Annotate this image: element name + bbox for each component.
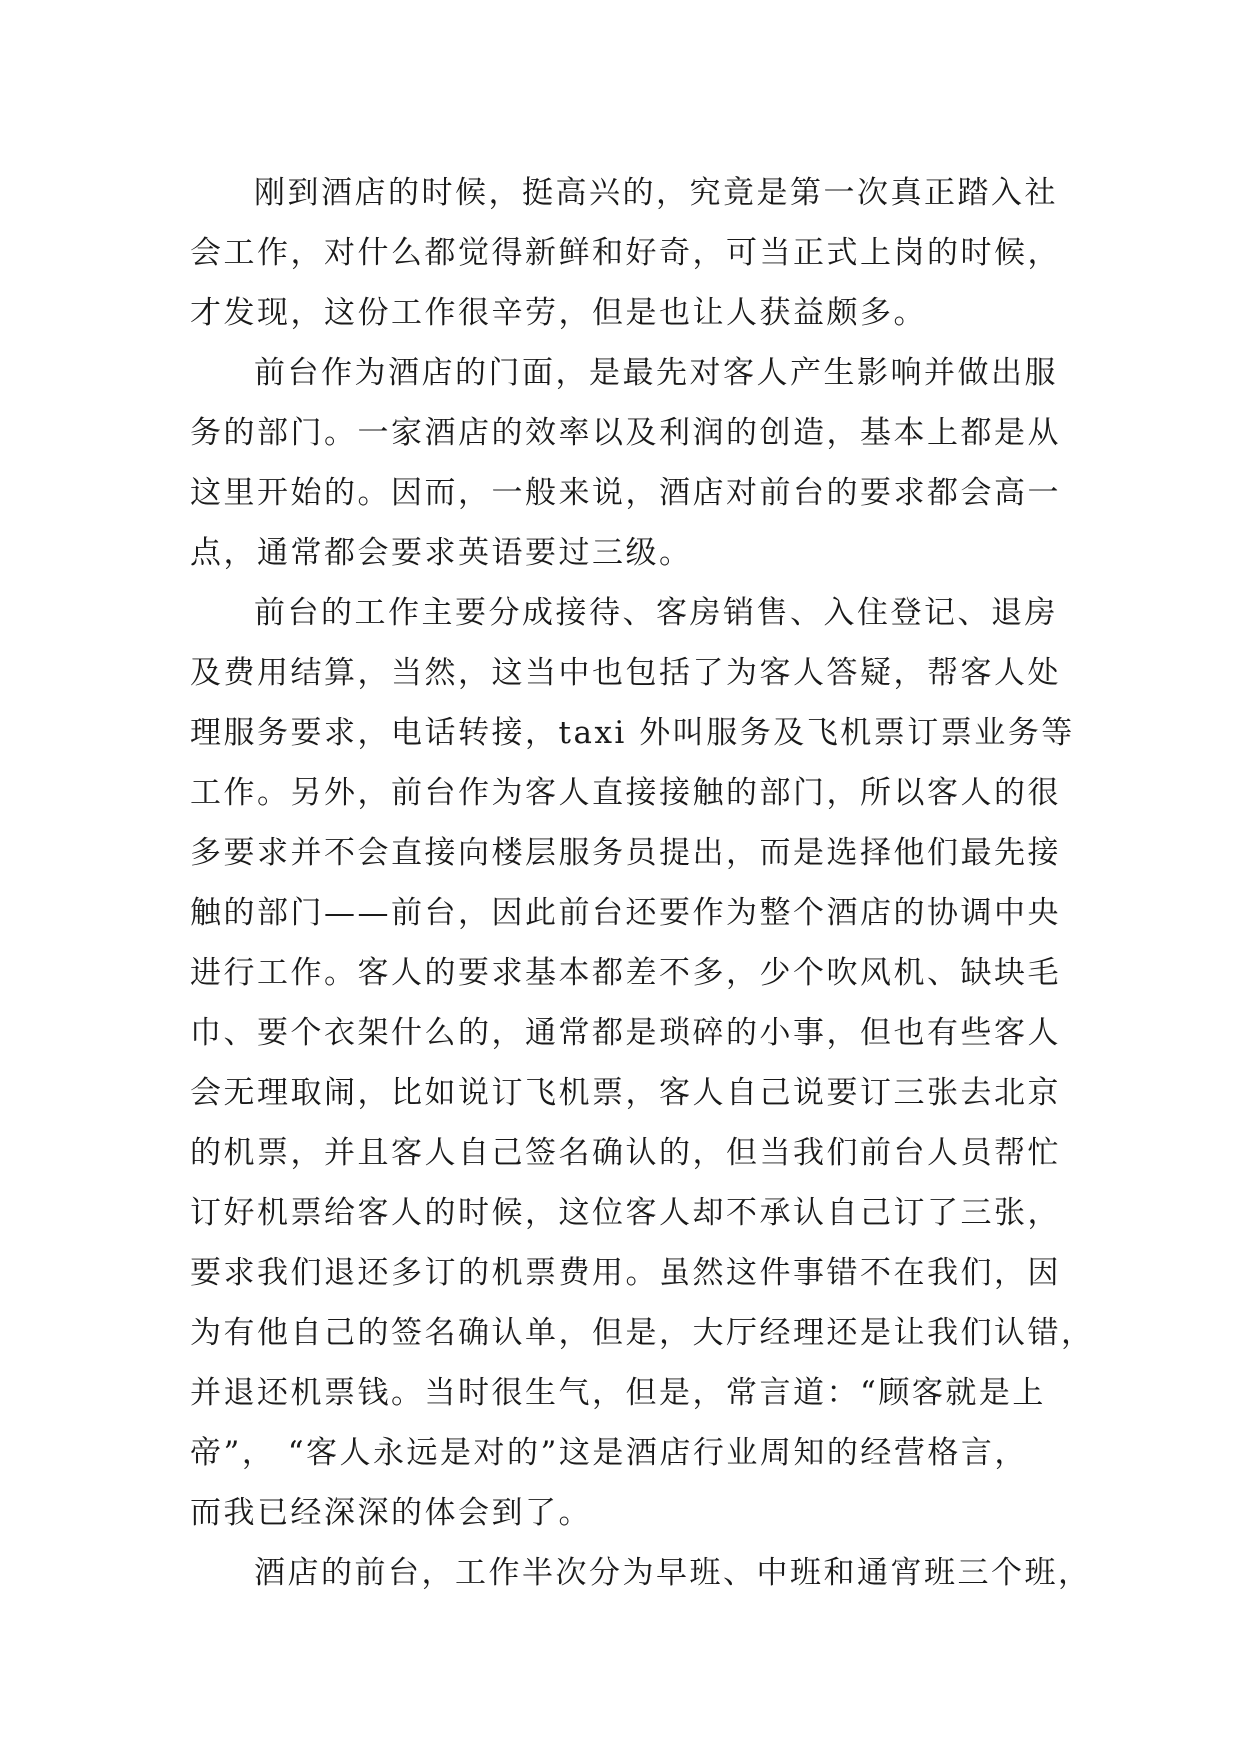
text-line: 理服务要求，电话转接，taxi 外叫服务及飞机票订票业务等	[190, 715, 1075, 751]
paragraph-shifts	[190, 1543, 1092, 1603]
text-line: 并退还机票钱。当时很生气，但是，常言道：“顾客就是上	[190, 1375, 1046, 1411]
text-line: 前台的工作主要分成接待、客房销售、入住登记、退房	[254, 595, 1058, 631]
text-line: 及费用结算，当然，这当中也包括了为客人答疑，帮客人处	[190, 655, 1061, 691]
text-line: 才发现，这份工作很辛劳，但是也让人获益颇多。	[190, 295, 927, 331]
text-line: 为有他自己的签名确认单，但是，大厅经理还是让我们认错，	[190, 1315, 1095, 1351]
text-line: 酒店的前台，工作半次分为早班、中班和通宵班三个班，	[254, 1555, 1092, 1591]
text-line: 帝”， “客人永远是对的”这是酒店行业周知的经营格言，	[190, 1435, 1028, 1471]
text-line: 进行工作。客人的要求基本都差不多，少个吹风机、缺块毛	[190, 955, 1061, 991]
paragraph-front-desk-role	[190, 343, 1070, 583]
text-line: 的机票，并且客人自己签名确认的，但当我们前台人员帮忙	[190, 1135, 1061, 1171]
paragraph-front-desk-duties	[190, 583, 1095, 1543]
text-line: 这里开始的。因而，一般来说，酒店对前台的要求都会高一	[190, 475, 1061, 511]
text-line: 前台作为酒店的门面，是最先对客人产生影响并做出服	[254, 355, 1058, 391]
document-body	[190, 163, 1095, 1603]
text-line: 点，通常都会要求英语要过三级。	[190, 535, 693, 571]
text-line: 巾、要个衣架什么的，通常都是琐碎的小事，但也有些客人	[190, 1015, 1061, 1051]
text-line: 要求我们退还多订的机票费用。虽然这件事错不在我们，因	[190, 1255, 1061, 1291]
text-line: 刚到酒店的时候，挺高兴的，究竟是第一次真正踏入社	[254, 175, 1058, 211]
text-line: 触的部门——前台，因此前台还要作为整个酒店的协调中央	[190, 895, 1061, 931]
text-line: 务的部门。一家酒店的效率以及利润的创造，基本上都是从	[190, 415, 1061, 451]
paragraph-arrival	[190, 163, 1070, 343]
text-line: 订好机票给客人的时候，这位客人却不承认自己订了三张，	[190, 1195, 1061, 1231]
text-line: 会工作，对什么都觉得新鲜和好奇，可当正式上岗的时候，	[190, 235, 1061, 271]
text-line: 工作。另外，前台作为客人直接接触的部门，所以客人的很	[190, 775, 1061, 811]
text-line: 而我已经深深的体会到了。	[190, 1495, 592, 1531]
text-line: 会无理取闹，比如说订飞机票，客人自己说要订三张去北京	[190, 1075, 1061, 1111]
text-line: 多要求并不会直接向楼层服务员提出，而是选择他们最先接	[190, 835, 1061, 871]
